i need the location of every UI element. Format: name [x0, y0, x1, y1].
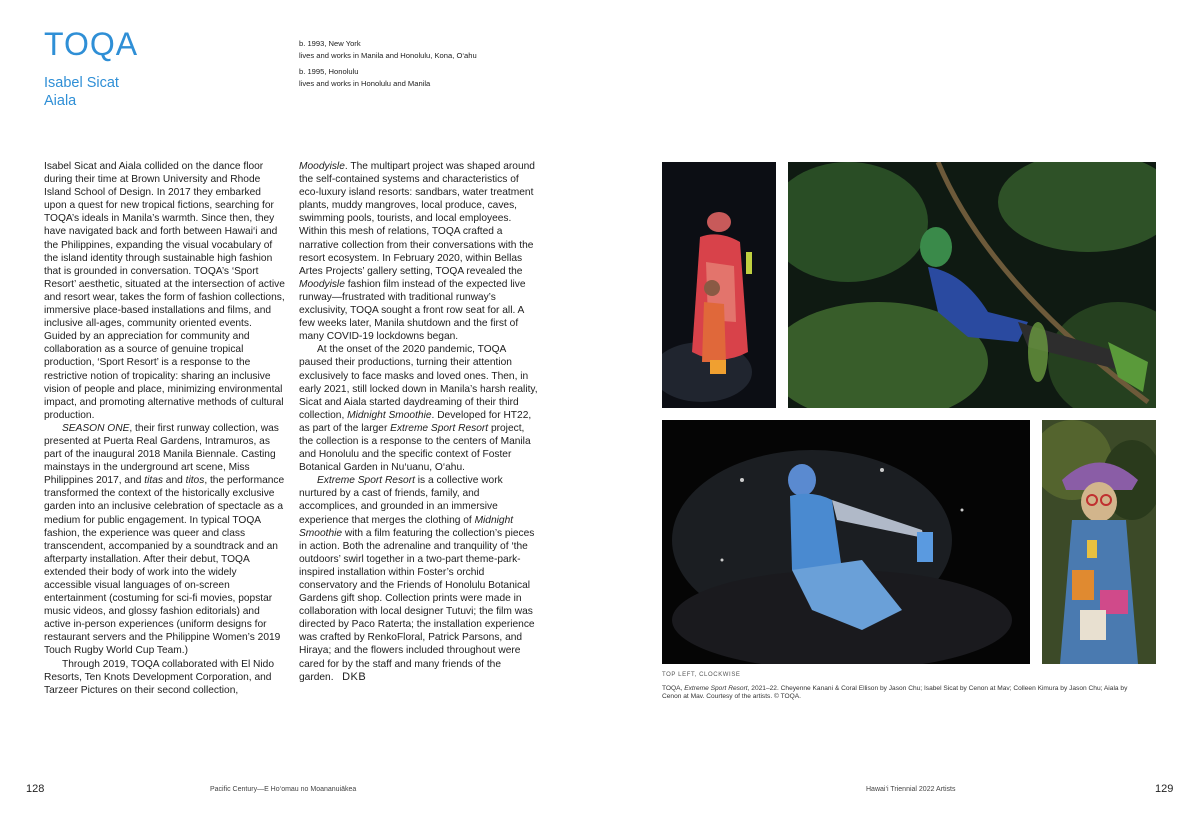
bio-lives-2: lives and works in Honolulu and Manila [299, 79, 431, 88]
caption-label: TOP LEFT, CLOCKWISE [662, 672, 741, 678]
midnight-smoothie-title: Midnight Smoothie [347, 409, 432, 421]
paragraph-3-start: Through 2019, TOQA collaborated with El Nido Resorts, Ten Knots Development Corporation, and Tarzeer Pictures on their second collection, [44, 658, 274, 696]
paragraph-4-text-b: . Developed for HT22, as part of the larger [299, 409, 532, 434]
paragraph-4-text-c: project, the collection is a response to the centers of Manila and Honolulu and the specific context of Foster Botanical Garden in Nu‘uanu, O‘ahu. [299, 422, 531, 474]
paragraph-5-text-b: with a film featuring the collection’s pieces in action. Both the adrenaline and tranquility of ‘the outdoors’ swirl together in a two-part theme-park-inspired installation within Foster’s orchid conservatory and the Friends of Honolulu Botanical Gardens gift shop. Collection prints were made in collaboration with local designer Tutuvi; the film was directed by Paco Raterta; the installation experience was crafted by RenkoFloral, Patrick Parsons, and Hiraya; and the flowers included throughout were cared for by the staff and many friends of the garden. [299, 527, 535, 683]
photo-bottom-left [662, 420, 1030, 664]
page-number-left: 128 [26, 783, 45, 795]
photo-caption [662, 685, 1147, 702]
artist-name-1: Isabel Sicat [44, 75, 119, 91]
titas-text: titas [144, 475, 163, 487]
season-one-title: SEASON ONE [62, 422, 130, 434]
text-column-right [299, 160, 539, 684]
author-signature: DKB [342, 670, 367, 683]
caption-lead: TOQA, [662, 685, 685, 692]
paragraph-2-text-b: and [162, 475, 186, 487]
paragraph-5-text-a: is a collective work nurtured by a cast of friends, family, and accomplices, and grounded in an immersive experience that merges the clothing of [299, 475, 503, 526]
bio-born-2: b. 1995, Honolulu [299, 67, 359, 76]
caption-credits: , 2021–22. Cheyenne Kanani & Coral Ellison by Jason Chu; Isabel Sicat by Cenon at Mav; Colleen Kimura by Jason Chu; Aiala by Cenon at Mav. Courtesy of the artists. © TOQA. [662, 685, 1128, 701]
photo-bottom-right [1042, 420, 1156, 664]
moodyisle-title: Moodyisle [299, 161, 345, 172]
photo-top-right [788, 162, 1156, 408]
paragraph-2-text-c: , the performance transformed the context of the historically exclusive garden into an inclusive celebration of spectacle as a medium for public engagement. In typical TOQA fashion, the experience was queer and class transcendent, accompanied by a soundtrack and an afterparty installation. After their debut, TOQA extended their body of work into the widely accessible visual languages of on-screen entertainment (costuming for sci-fi movies, popstar music videos, and glossy fashion editorials) and active in-person experiences (uniform designs for restaurant servers and the Philippine Women’s 2019 Touch Rugby World Cup Team.) [44, 475, 285, 657]
paragraph-3-continued [299, 160, 539, 343]
paragraph-4-text-a: At the onset of the 2020 pandemic, TOQA paused their productions, turning their attention exclusively to face masks and loved ones. Then, in early 2021, still locked down in Manila’s harsh reality, Sicat and Aiala started daydreaming of their third collection, [299, 344, 538, 421]
moodyisle-title-2: Moodyisle [299, 278, 345, 290]
extreme-sport-resort-title: Extreme Sport Resort [390, 422, 489, 434]
paragraph-2-text-a: , their first runway collection, was presented at Puerta Real Gardens, Intramuros, as part of the inaugural 2018 Manila Biennale. Casting mainstays in the underground art scene, Miss Philippines 2017, and [44, 422, 279, 487]
artist-name-2: Aiala [44, 93, 77, 109]
bio-lives-1: lives and works in Manila and Honolulu, Kona, O‘ahu [299, 51, 477, 60]
running-head-left: Pacific Century—E Ho‘omau no Moananuiākea [210, 786, 357, 793]
midnight-smoothie-title-2: Midnight Smoothie [299, 514, 514, 539]
paragraph-3-text-c: fashion film instead of the expected live runway—frustrated with traditional runway’s exclusivity, TOQA sought a front row seat for all. A few weeks later, Manila shutdown and the first of many COVID-19 lockdowns began. [299, 278, 526, 343]
extreme-sport-resort-title-2: Extreme Sport Resort [317, 475, 415, 487]
caption-work-title: Extreme Sport Resort [684, 685, 748, 692]
paragraph-1: Isabel Sicat and Aiala collided on the dance floor during their time at Brown University and Rhode Island School of Design. In 2017 they embarked upon a quest for new tropical fictions, searching for TOQA’s ideals in Manila’s warmth. Since then, they have navigated back and forth between Hawai‘i and the Philippines, expanding the visual vocabulary of the island identity through sustainable high fashion that is grounded in conversation. TOQA’s ‘Sport Resort’ aesthetic, situated at the intersection of active and resort wear, takes the form of fashion collections, immersive place-based installations and films, and inclusive all-ages, community oriented events. Guided by an appreciation for community and collaboration as a source of genuine tropical production, ‘Sport Resort’ is a response to the restrictive notion of tropicality: sharing an inclusive vision of people and place, minimizing environmental impact, and promoting alternative methods of cultural production. [44, 161, 285, 421]
text-column-left [44, 160, 285, 697]
bio-born-1: b. 1993, New York [299, 39, 361, 48]
paragraph-5 [299, 474, 539, 684]
photo-top-left [662, 162, 776, 408]
titos-text: titos [185, 475, 205, 487]
page-number-right: 129 [1155, 783, 1174, 795]
running-head-right: Hawai‘i Triennial 2022 Artists [866, 786, 956, 793]
paragraph-3-text-b: . The multipart project was shaped around the self-contained systems and characteristics of eco-luxury island resorts: sandbars, water treatment plants, muddy mangroves, local produce, caves, swimming pools, tourists, and local employees. Within this mesh of relations, TOQA crafted a narrative collection from their conversations with the resort ecosystem. In February 2020, within Bellas Artes Projects’ gallery setting, TOQA revealed the [299, 161, 535, 277]
page-title: TOQA [44, 26, 139, 62]
paragraph-4 [299, 343, 539, 474]
paragraph-2 [44, 422, 285, 658]
